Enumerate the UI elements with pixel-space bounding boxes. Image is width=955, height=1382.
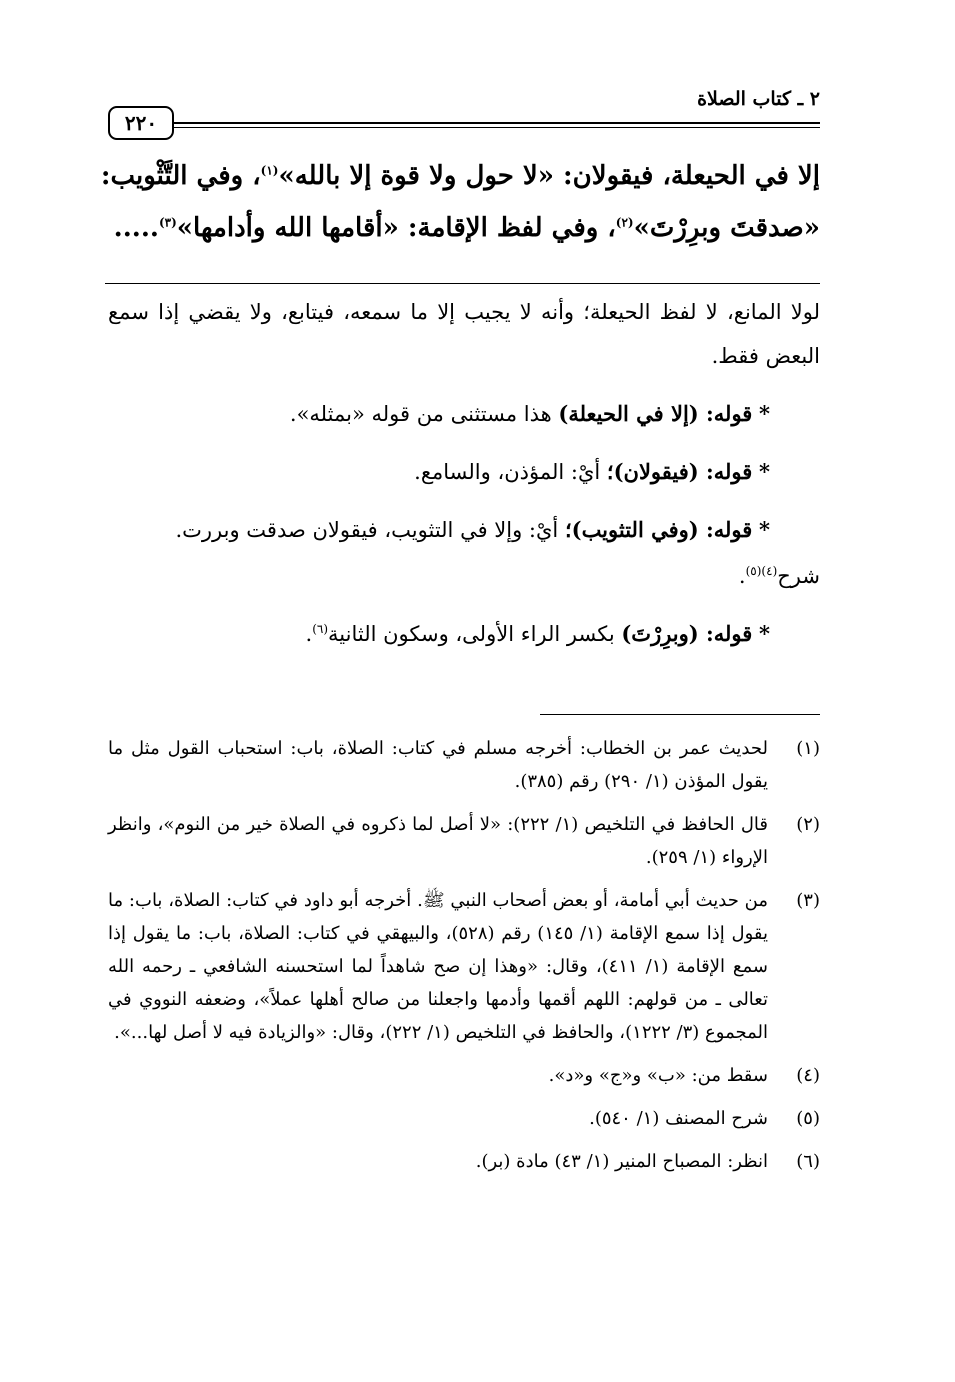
matn-line-2 xyxy=(105,202,820,254)
footnote-number: (٣) xyxy=(796,890,820,911)
qawl-entry-4 xyxy=(108,612,820,656)
footnote-number: (٥) xyxy=(796,1108,820,1129)
sharh-word: شرح xyxy=(777,564,820,588)
footnotes xyxy=(108,732,820,1188)
qawl-entry-1 xyxy=(108,392,820,436)
matn-divider xyxy=(105,283,820,284)
matn-segment: ، وفي التَّثْويب: xyxy=(100,161,261,191)
footnote-ref[interactable]: (٦) xyxy=(312,622,329,636)
footnote-number: (٤) xyxy=(796,1065,820,1086)
sharh-end: . xyxy=(738,564,746,588)
sharh-reference-line xyxy=(108,554,820,598)
commentary-paragraph: لولا المانع، لا لفظ الحيعلة؛ وأنه لا يجيب إلا ما سمعه، فيتابع، ولا يقضي إذا سمع البعض فقط. xyxy=(108,300,820,368)
footnote-text: من حديث أبي أمامة، أو بعض أصحاب النبي ﷺ. أخرجه أبو داود في كتاب: الصلاة، باب: ما يقول إذا سمع الإقامة (١/ ١٤٥) رقم (٥٢٨)، والبيهقي في كتاب: الصلاة، باب: ما يقول إذا سمع الإقامة (١/ ٤١١)، وقال: «وهذا إن صح شاهداً لما استحسنه الشافعي ـ رحمه الله تعالى ـ من قولهم: اللهم أقمها وأدمها واجعلنا من صالح أهلها عملاً»، وضعفه النووي في المجموع (٣/ ١٢٢٢)، والحافظ في التلخيص (١/ ٢٢٢)، وقال: «والزيادة فيه لا أصل لها...». xyxy=(108,890,769,1043)
qawl-text: أيْ: وإلا في التثويب، فيقولان صدقت وبررت. xyxy=(175,518,559,542)
footnote-item xyxy=(108,1059,820,1092)
star-bullet-icon: * xyxy=(759,401,770,426)
footnote-number: (٦) xyxy=(796,1151,820,1172)
qawl-text: بكسر الراء الأولى، وسكون الثانية xyxy=(328,622,615,646)
footnote-text: قال الحافظ في التلخيص (١/ ٢٢٢): «لا أصل لما ذكروه في الصلاة خير من النوم»، وانظر الإرواء (١/ ٢٥٩). xyxy=(108,814,768,868)
page-header xyxy=(108,82,820,142)
footnote-text: سقط من: «ب» و«ج» و«د». xyxy=(548,1065,768,1086)
footnote-ref[interactable]: (٢) xyxy=(615,215,634,230)
star-bullet-icon: * xyxy=(759,459,770,484)
qawl-lead: قوله: (إلا في الحيعلة) xyxy=(558,401,753,426)
matn-line-1 xyxy=(100,150,820,202)
qawl-lead: قوله: (فيقولان)؛ xyxy=(606,459,753,484)
matn-segment: ، وفي لفظ الإقامة: «أقامها الله وأدامها» xyxy=(176,213,616,243)
qawl-lead: قوله: (وفي التثويب)؛ xyxy=(564,517,753,542)
chapter-title: ٢ ـ كتاب الصلاة xyxy=(697,88,820,110)
footnote-item xyxy=(108,1145,820,1178)
qawl-entry-2 xyxy=(108,450,820,494)
footnote-ref[interactable]: (١) xyxy=(260,163,279,178)
footnote-item xyxy=(108,808,820,874)
commentary-body xyxy=(108,290,820,656)
qawl-end: . xyxy=(305,622,313,646)
footnote-divider xyxy=(540,714,820,715)
footnote-item xyxy=(108,1102,820,1135)
footnote-text: لحديث عمر بن الخطاب: أخرجه مسلم في كتاب: الصلاة، باب: استحباب القول مثل ما يقول المؤذن (١/ ٢٩٠) رقم (٣٨٥). xyxy=(108,738,768,792)
page-number: ٢٢٠ xyxy=(108,106,174,140)
footnote-ref[interactable]: (٣) xyxy=(158,215,177,230)
matn-segment: إلا في الحيعلة، فيقولان: «لا حول ولا قوة إلا بالله» xyxy=(278,161,820,191)
header-rule xyxy=(174,122,820,124)
header-rule-thin xyxy=(174,127,820,128)
footnote-text: شرح المصنف (١/ ٥٤٠). xyxy=(589,1108,768,1129)
footnote-item xyxy=(108,732,820,798)
footnote-text: انظر: المصباح المنير (١/ ٤٣) مادة (بر). xyxy=(475,1151,768,1172)
qawl-text: هذا مستثنى من قوله «بمثله». xyxy=(289,402,552,426)
qawl-lead: قوله: (وبرِرْتَ) xyxy=(621,621,753,646)
matn-text xyxy=(100,150,820,254)
footnote-item xyxy=(108,884,820,1049)
qawl-entry-3 xyxy=(108,508,820,552)
matn-segment: «صدقتَ وبرِرْتَ» xyxy=(633,213,820,243)
footnote-ref[interactable]: (٤)(٥) xyxy=(745,564,778,578)
footnote-number: (٢) xyxy=(796,814,820,835)
matn-ellipsis: ..... xyxy=(113,213,159,243)
qawl-text: أيْ: المؤذن، والسامع. xyxy=(414,460,601,484)
star-bullet-icon: * xyxy=(759,517,770,542)
star-bullet-icon: * xyxy=(759,621,770,646)
footnote-number: (١) xyxy=(796,738,820,759)
